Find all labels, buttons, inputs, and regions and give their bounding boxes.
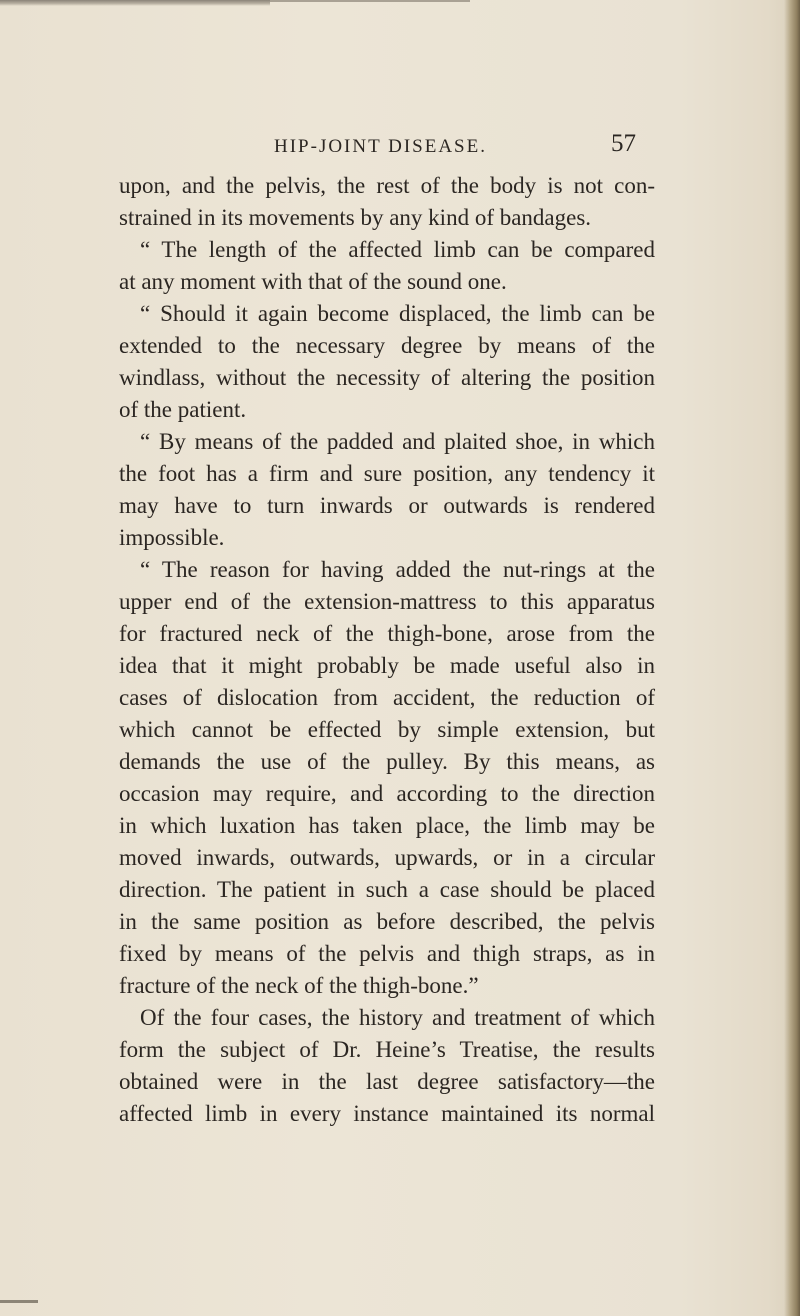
text-line: upon, and the pelvis, the rest of the body is not con- bbox=[119, 173, 655, 198]
text-line: strained in its movements by any kind of bandages. bbox=[119, 205, 592, 230]
text-line: may have to turn inwards or outwards is rendered bbox=[119, 493, 655, 518]
text-line: Of the four cases, the history and treatment of which bbox=[140, 1005, 655, 1030]
text-line: of the patient. bbox=[119, 397, 247, 422]
page-number: 57 bbox=[611, 130, 636, 157]
body-text bbox=[119, 170, 655, 1130]
text-line: “ The length of the affected limb can be compared bbox=[140, 237, 655, 262]
text-line: occasion may require, and according to the direction bbox=[119, 781, 655, 806]
text-line: “ By means of the padded and plaited shoe, in which bbox=[140, 429, 655, 454]
text-line: the foot has a firm and sure position, any tendency it bbox=[119, 461, 655, 486]
page-bottom-rule bbox=[0, 1300, 38, 1303]
text-line: “ The reason for having added the nut-rings at the bbox=[140, 557, 655, 582]
text-line: which cannot be effected by simple extension, but bbox=[119, 717, 655, 742]
text-line: at any moment with that of the sound one. bbox=[119, 269, 507, 294]
text-line: extended to the necessary degree by means of the bbox=[119, 333, 655, 358]
text-line: in the same position as before described, the pelvis bbox=[119, 909, 655, 934]
text-line: direction. The patient in such a case should be placed bbox=[119, 877, 655, 902]
text-line: demands the use of the pulley. By this means, as bbox=[119, 749, 655, 774]
text-line: impossible. bbox=[119, 525, 225, 550]
text-line: windlass, without the necessity of altering the position bbox=[119, 365, 655, 390]
text-line: fixed by means of the pelvis and thigh straps, as in bbox=[119, 941, 655, 966]
text-line: cases of dislocation from accident, the reduction of bbox=[119, 685, 655, 710]
text-line: obtained were in the last degree satisfactory—the bbox=[119, 1069, 655, 1094]
page-header bbox=[0, 130, 800, 162]
text-line: upper end of the extension-mattress to this apparatus bbox=[119, 589, 655, 614]
text-line: “ Should it again become displaced, the limb can be bbox=[140, 301, 655, 326]
page-top-edge-shadow bbox=[0, 0, 270, 6]
text-line: moved inwards, outwards, upwards, or in a circular bbox=[119, 845, 655, 870]
text-line: fracture of the neck of the thigh-bone.” bbox=[119, 973, 479, 998]
book-spine-edge bbox=[784, 0, 800, 1316]
text-line: in which luxation has taken place, the limb may be bbox=[119, 813, 655, 838]
running-head: HIP-JOINT DISEASE. bbox=[274, 136, 487, 157]
text-line: form the subject of Dr. Heine’s Treatise, the results bbox=[119, 1037, 655, 1062]
text-line: for fractured neck of the thigh-bone, arose from the bbox=[119, 621, 655, 646]
text-line: idea that it might probably be made useful also in bbox=[119, 653, 655, 678]
text-line: affected limb in every instance maintained its normal bbox=[119, 1101, 655, 1126]
page-top-edge-line bbox=[270, 0, 470, 2]
